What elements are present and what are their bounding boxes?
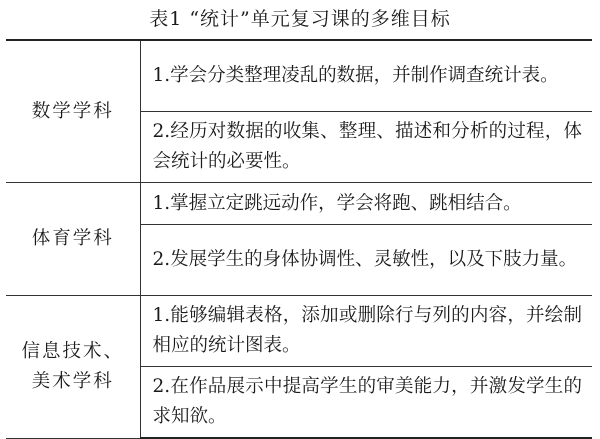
goal-cell: 2.在作品展示中提高学生的审美能力，并激发学生的求知欲。 — [140, 367, 592, 439]
subject-name: 数学学科 — [31, 100, 114, 122]
subject-name-line-2: 美术学科 — [31, 370, 114, 392]
subject-name-line-1: 信息技术、 — [21, 340, 124, 362]
subject-cell-math — [6, 40, 140, 183]
table-row — [6, 40, 592, 112]
goal-cell: 2.发展学生的身体协调性、灵敏性，以及下肢力量。 — [140, 225, 592, 296]
goal-cell: 1.能够编辑表格，添加或删除行与列的内容，并绘制相应的统计图表。 — [140, 296, 592, 367]
goal-cell: 1.掌握立定跳远动作，学会将跑、跳相结合。 — [140, 183, 592, 225]
subject-cell-it-art — [6, 296, 140, 439]
subject-cell-pe — [6, 183, 140, 296]
table-caption: 表1 “统计”单元复习课的多维目标 — [149, 8, 451, 30]
subject-name: 体育学科 — [31, 228, 114, 249]
goals-table — [6, 39, 592, 439]
goal-cell: 2.经历对数据的收集、整理、描述和分析的过程，体会统计的必要性。 — [140, 112, 592, 183]
table-row — [6, 296, 592, 367]
table-row — [6, 183, 592, 225]
goal-cell: 1.学会分类整理凌乱的数据，并制作调查统计表。 — [140, 40, 592, 112]
